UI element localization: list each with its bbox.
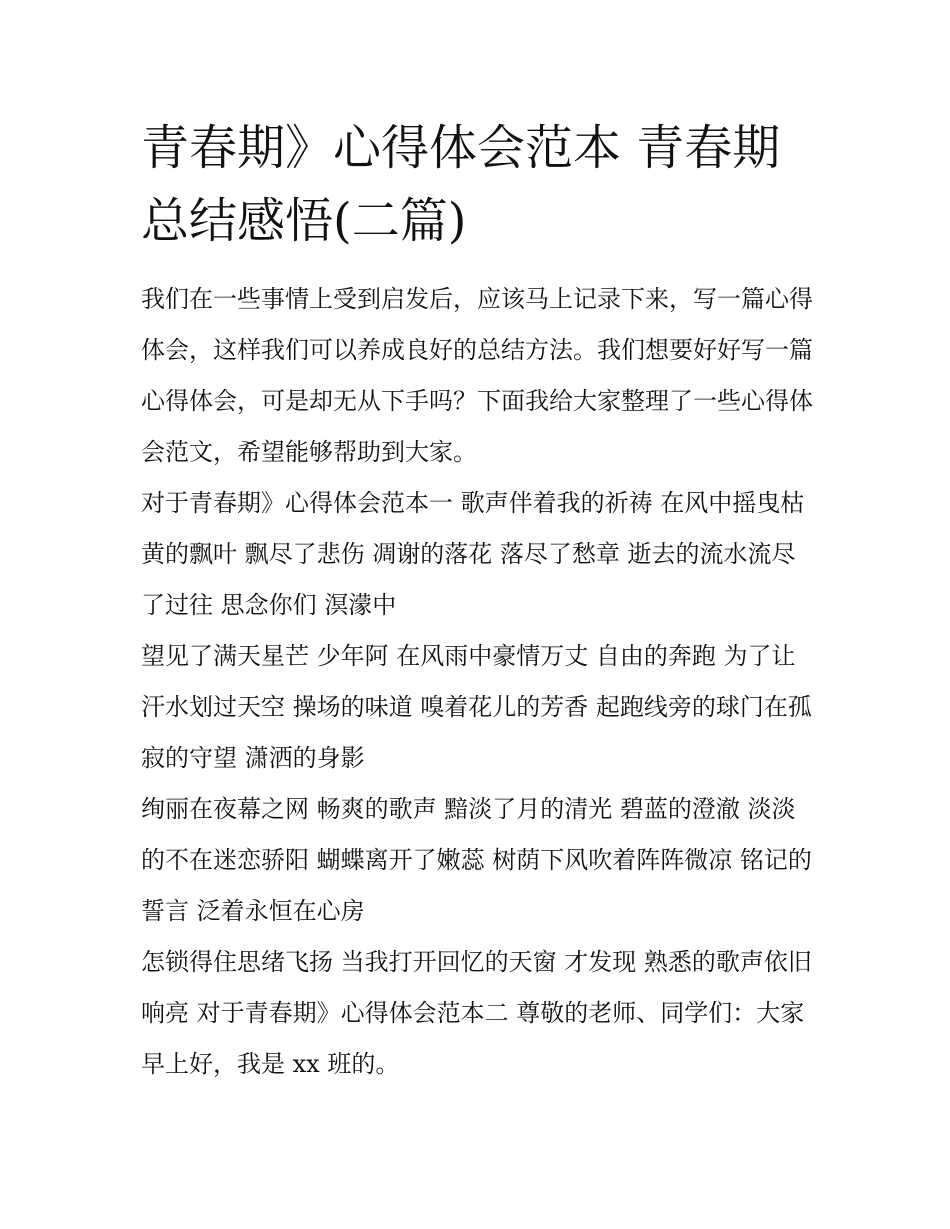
document-title: 青春期》心得体会范本 青春期总结感悟(二篇)	[141, 120, 781, 249]
paragraph-sample-one: 对于青春期》心得体会范本一 歌声伴着我的祈祷 在风中摇曳枯黄的飘叶 飘尽了悲伤 凋谢的落花 落尽了愁章 逝去的流水流尽了过往 思念你们 溟濛中	[141, 489, 805, 619]
paragraph-stanza-two: 望见了满天星芒 少年阿 在风雨中豪情万丈 自由的奔跑 为了让汗水划过天空 操场的味道 嗅着花儿的芳香 起跑线旁的球门在孤寂的守望 潇洒的身影	[141, 642, 812, 772]
document-content	[141, 112, 816, 1090]
paragraph-stanza-four: 怎锁得住思绪飞扬 当我打开回忆的天窗 才发现 熟悉的歌声依旧响亮 对于青春期》心得体会范本二 尊敬的老师、同学们：大家早上好，我是 xx 班的。	[141, 948, 812, 1078]
paragraph-stanza-three: 绚丽在夜幕之网 畅爽的歌声 黯淡了月的清光 碧蓝的澄澈 淡淡的不在迷恋骄阳 蝴蝶离开了嫩蕊 树荫下风吹着阵阵微凉 铭记的誓言 泛着永恒在心房	[141, 795, 812, 925]
document-body	[141, 274, 816, 1090]
paragraph-intro: 我们在一些事情上受到启发后，应该马上记录下来，写一篇心得体会，这样我们可以养成良好的总结方法。我们想要好好写一篇心得体会，可是却无从下手吗？下面我给大家整理了一些心得体会范文，希望能够帮助到大家。	[141, 285, 813, 466]
